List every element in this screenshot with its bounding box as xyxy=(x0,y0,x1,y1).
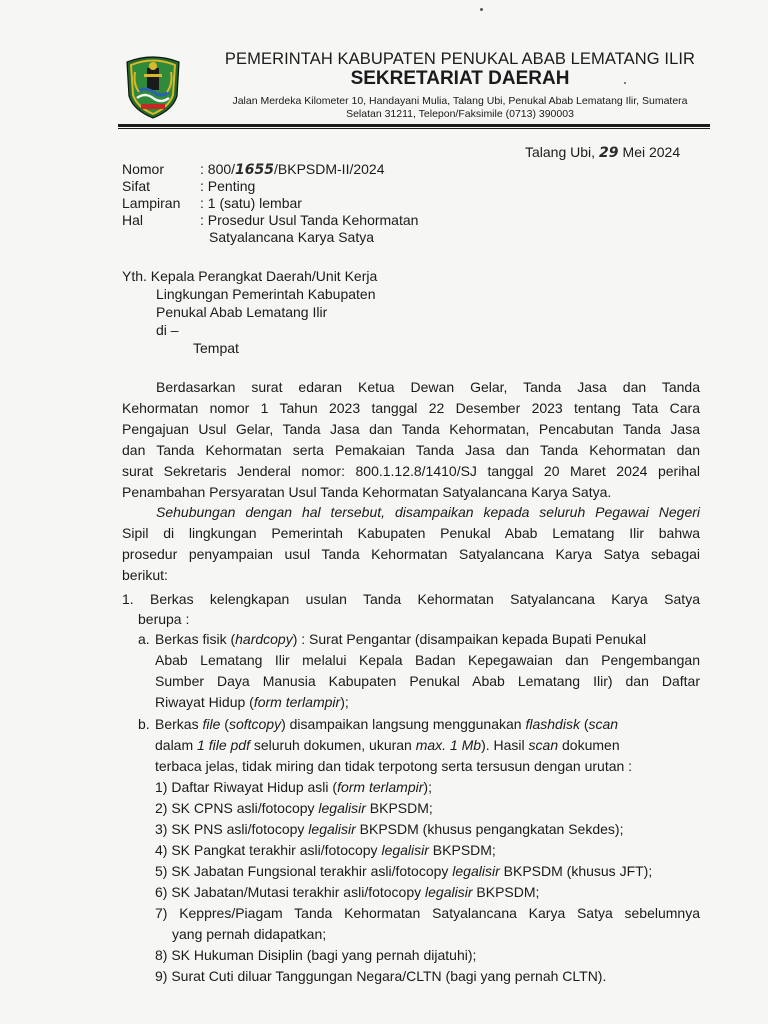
paragraph1-line5: surat Sekretaris Jenderal nomor: 800.1.12.8/1410/SJ tanggal 20 Maret 2024 perihal xyxy=(122,463,700,479)
header-divider-thin xyxy=(118,128,710,129)
list-a-line2: Abab Lematang Ilir melalui Kepala Badan Kepegawaian dan Pengembangan xyxy=(155,652,700,668)
sub-item-5: 5) SK Jabatan Fungsional terakhir asli/fotocopy legalisir BKPSDM (khusus JFT); xyxy=(155,863,653,879)
place-date xyxy=(525,144,680,162)
sub-item-9: 9) Surat Cuti diluar Tanggungan Negara/CLTN (bagi yang pernah CLTN). xyxy=(155,968,607,984)
hal-label: Hal xyxy=(122,212,144,228)
paragraph2-line4: berikut: xyxy=(122,567,168,583)
regency-emblem-logo xyxy=(121,52,185,120)
list-a-line4: Riwayat Hidup (form terlampir); xyxy=(155,694,349,710)
paragraph1-line3: Pengajuan Usul Gelar, Tanda Jasa dan Tanda Kehormatan, Pencabutan Tanda Jasa xyxy=(122,421,700,437)
header-address-line1: Jalan Merdeka Kilometer 10, Handayani Mulia, Talang Ubi, Penukal Abab Lematang Ilir, Sumatera xyxy=(232,95,688,107)
paragraph2-line2: Sipil di lingkungan Pemerintah Kabupaten Penukal Abab Lematang Ilir bahwa xyxy=(122,525,700,541)
handwritten-number: 1655 xyxy=(235,162,274,178)
list-a-line1: Berkas fisik (hardcopy) : Surat Pengantar (disampaikan kepada Bupati Penukal xyxy=(155,631,647,647)
paragraph1-line6: Penambahan Persyaratan Usul Tanda Kehormatan Satyalancana Karya Satya. xyxy=(122,484,612,500)
hal-value-line1: : Prosedur Usul Tanda Kehormatan xyxy=(200,212,419,228)
paragraph2-line1: Sehubungan dengan hal tersebut, disampaikan kepada seluruh Pegawai Negeri xyxy=(156,504,700,520)
list-a-line3: Sumber Daya Manusia Kabupaten Penukal Abab Lematang Ilir) dan Daftar xyxy=(155,673,700,689)
sub-item-2: 2) SK CPNS asli/fotocopy legalisir BKPSDM; xyxy=(155,800,433,816)
paragraph1-line4: dan Tanda Kehormatan serta Pemakaian Tanda Jasa dan Tanda Kehormatan dan xyxy=(122,442,700,458)
sub-item-7-line1: 7) Keppres/Piagam Tanda Kehormatan Satyalancana Karya Satya sebelumnya xyxy=(155,905,700,921)
place: Talang Ubi, xyxy=(525,144,596,160)
handwritten-day: 29 xyxy=(599,145,619,161)
addressee-line3: Penukal Abab Lematang Ilir xyxy=(156,304,328,320)
list-b-line1: Berkas file (softcopy) disampaikan langsung menggunakan flashdisk (scan xyxy=(155,716,619,732)
sub-item-4: 4) SK Pangkat terakhir asli/fotocopy legalisir BKPSDM; xyxy=(155,842,496,858)
sifat-label: Sifat xyxy=(122,178,151,194)
sifat-value: : Penting xyxy=(200,178,256,194)
scan-speck xyxy=(624,82,626,84)
sub-item-6: 6) SK Jabatan/Mutasi terakhir asli/fotocopy legalisir BKPSDM; xyxy=(155,884,540,900)
nomor-value: : 800/1655/BKPSDM-II/2024 xyxy=(200,161,385,178)
list-b-line3: terbaca jelas, tidak miring dan tidak terpotong serta tersusun dengan urutan : xyxy=(155,758,633,774)
addressee-line1: Yth. Kepala Perangkat Daerah/Unit Kerja xyxy=(122,268,378,284)
list-item1-line2: berupa : xyxy=(138,611,190,627)
list-a-label: a. xyxy=(138,631,150,647)
addressee-line4: di – xyxy=(156,322,179,338)
addressee-line2: Lingkungan Pemerintah Kabupaten xyxy=(156,286,376,302)
sub-item-3: 3) SK PNS asli/fotocopy legalisir BKPSDM (khusus pengangkatan Sekdes); xyxy=(155,821,624,837)
header-secretariat: SEKRETARIAT DAERAH xyxy=(350,68,570,89)
lampiran-label: Lampiran xyxy=(122,195,181,211)
month-year: Mei 2024 xyxy=(622,144,681,160)
list-item1-line1: 1. Berkas kelengkapan usulan Tanda Kehormatan Satyalancana Karya Satya xyxy=(122,591,700,607)
list-b-label: b. xyxy=(138,716,150,732)
scan-speck xyxy=(480,8,483,11)
header-address-line2: Selatan 31211, Telepon/Faksimile (0713) 390003 xyxy=(346,108,574,120)
nomor-label: Nomor xyxy=(122,161,165,177)
hal-value-line2: Satyalancana Karya Satya xyxy=(209,229,374,245)
paragraph1-line1: Berdasarkan surat edaran Ketua Dewan Gelar, Tanda Jasa dan Tanda xyxy=(156,379,700,395)
paragraph2-line3: prosedur penyampaian usul Tanda Kehormatan Satyalancana Karya Satya sebagai xyxy=(122,546,700,562)
paragraph1-line2: Kehormatan nomor 1 Tahun 2023 tanggal 22 Desember 2023 tentang Tata Cara xyxy=(122,400,700,416)
header-government: PEMERINTAH KABUPATEN PENUKAL ABAB LEMATANG ILIR xyxy=(224,50,696,68)
header-divider-thick xyxy=(118,124,710,127)
addressee-line5: Tempat xyxy=(193,340,239,356)
sub-item-8: 8) SK Hukuman Disiplin (bagi yang pernah dijatuhi); xyxy=(155,947,477,963)
lampiran-value: : 1 (satu) lembar xyxy=(200,195,302,211)
sub-item-1: 1) Daftar Riwayat Hidup asli (form terlampir); xyxy=(155,779,432,795)
sub-item-7-line2: yang pernah didapatkan; xyxy=(172,926,327,942)
list-b-line2: dalam 1 file pdf seluruh dokumen, ukuran max. 1 Mb). Hasil scan dokumen xyxy=(155,737,620,753)
